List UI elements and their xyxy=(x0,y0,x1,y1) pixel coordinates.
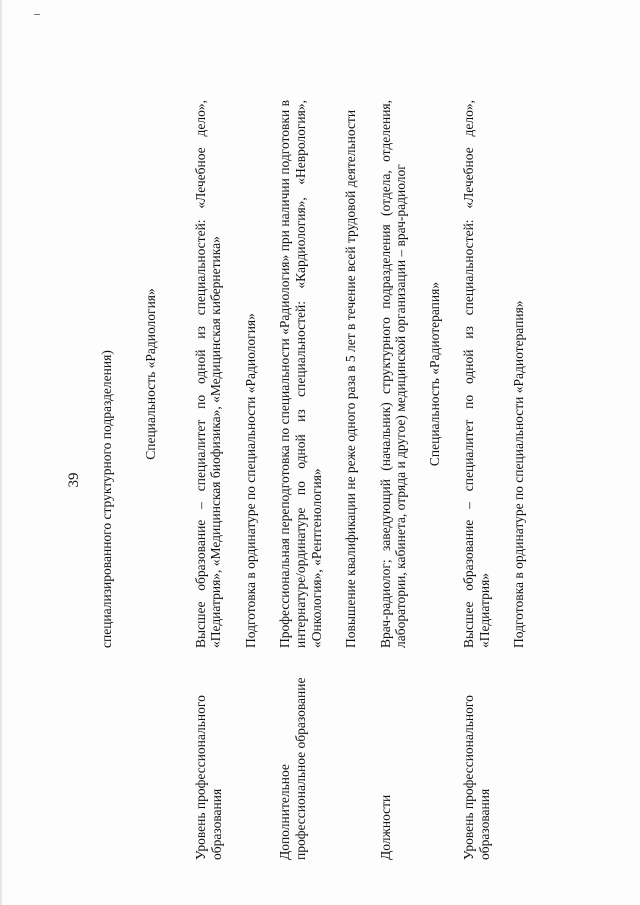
row-label: Дополнительное профессиональное образование xyxy=(277,677,309,860)
table-row xyxy=(461,100,527,860)
row-content xyxy=(378,100,409,648)
section-heading-radiology: Специальность «Радиология» xyxy=(142,288,158,460)
row-item: Повышение квалификации не реже одного раза в 5 лет в течение всей трудовой деятельности xyxy=(343,109,359,648)
row-item: Профессиональная переподготовка по специальности «Радиология» при наличии подготовки в интернатуре/ординатуре по одной из специальностей: «Кардиология», «Неврология», «Онкология», «Рентгенология» xyxy=(277,100,324,648)
scan-edge xyxy=(0,0,2,905)
row-label: Уровень профессионального образования xyxy=(192,695,224,860)
row-label: Уровень профессионального образования xyxy=(460,695,492,860)
row-item: Подготовка в ординатуре по специальности «Радиология» xyxy=(242,313,258,648)
scan-mark xyxy=(34,14,40,15)
section-heading-radiotherapy: Специальность «Радиотерапия» xyxy=(426,281,442,467)
continuation-text: специализированного структурного подразделения) xyxy=(99,350,114,648)
row-item: Врач-радиолог; заведующий (начальник) структурного подразделения (отдела, отделения, лаборатории, кабинета, отряда и другое) медицинской организации – врач-радиолог xyxy=(377,100,409,648)
row-content xyxy=(461,100,527,648)
row-content xyxy=(193,100,259,648)
empty-label-cell xyxy=(99,660,115,860)
page-number: 39 xyxy=(66,472,82,488)
row-label: Должности xyxy=(377,794,393,860)
row-item: Подготовка в ординатуре по специальности «Радиотерапия» xyxy=(511,300,527,648)
qualification-table xyxy=(95,100,527,860)
rotated-content xyxy=(65,100,585,860)
row-content xyxy=(277,100,358,648)
table-row xyxy=(378,100,409,860)
continuation-row xyxy=(99,100,115,860)
table-row xyxy=(277,100,358,860)
table-row xyxy=(193,100,259,860)
row-item: Высшее образование – специалитет по одной из специальностей: «Лечебное дело», «Педиатрия», «Медицинская биофизика», «Медицинская кибернетика» xyxy=(192,100,224,648)
row-item: Высшее образование – специалитет по одной из специальностей: «Лечебное дело», «Педиатрия» xyxy=(460,100,492,648)
